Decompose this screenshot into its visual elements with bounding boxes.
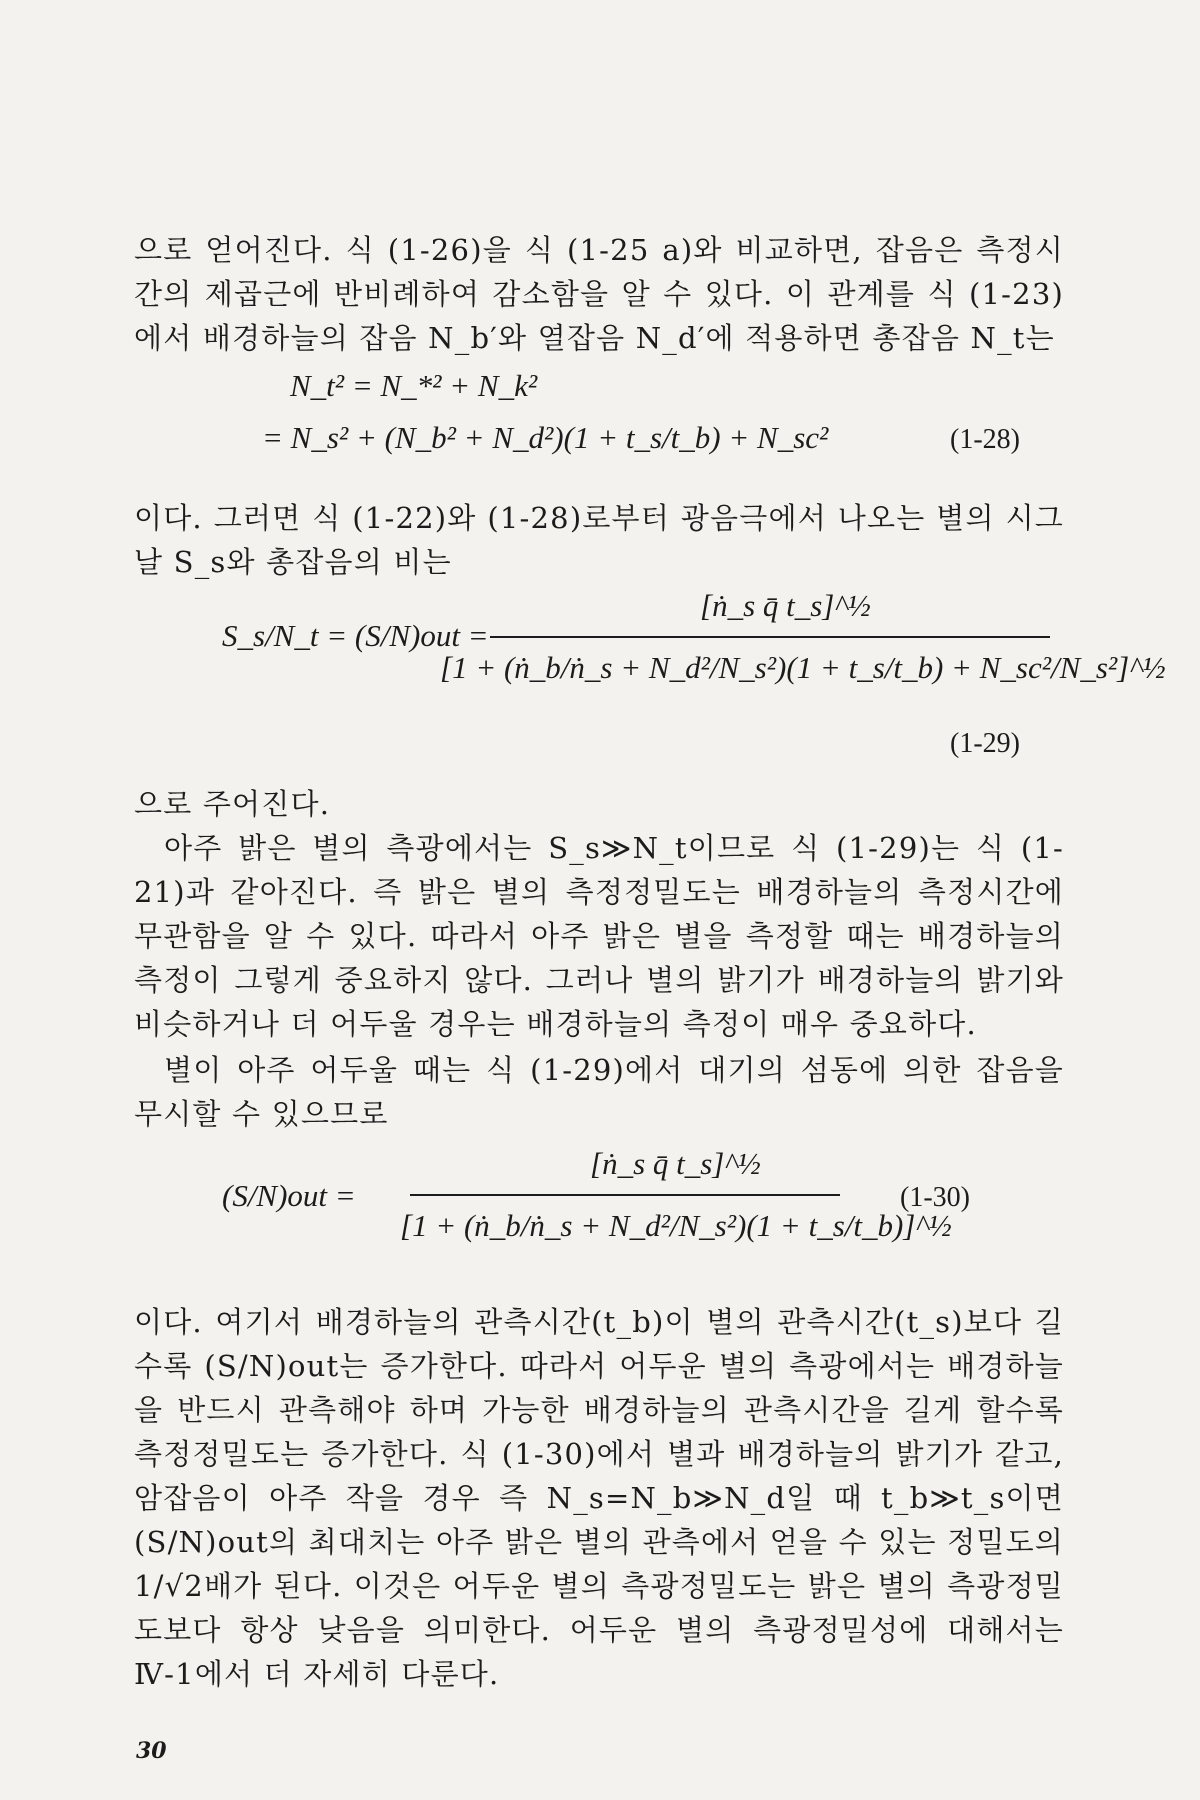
- paragraph-1-text: 으로 얻어진다. 식 (1-26)을 식 (1-25 a)와 비교하면, 잡음은 측정시간의 제곱근에 반비례하여 감소함을 알 수 있다. 이 관계를 식 (1-23)에서 배경하늘의 잡음 N_b′와 열잡음 N_d′에 적용하면 총잡음 N_t는: [134, 233, 1064, 355]
- equation-1-29-lhs: S_s/N_t = (S/N)out =: [222, 618, 489, 653]
- paragraph-4-text: 아주 밝은 별의 측광에서는 S_s≫N_t이므로 식 (1-29)는 식 (1-21)과 같아진다. 즉 밝은 별의 측정정밀도는 배경하늘의 측정시간에 무관함을 알 수 있다. 따라서 아주 밝은 별을 측정할 때는 배경하늘의 측정이 그렇게 중요하지 않다. 그러나 별의 밝기가 배경하늘의 밝기와 비슷하거나 더 어두울 경우는 배경하늘의 측정이 매우 중요하다.: [134, 831, 1064, 1041]
- paragraph-6-text: 이다. 여기서 배경하늘의 관측시간(t_b)이 별의 관측시간(t_s)보다 길수록 (S/N)out는 증가한다. 따라서 어두운 별의 측광에서는 배경하늘을 반드시 관측해야 하며 가능한 배경하늘의 관측시간을 길게 할수록 측정정밀도는 증가한다. 식 (1-30)에서 별과 배경하늘의 밝기가 같고, 암잡음이 아주 작을 경우 즉 N_s=N_b≫N_d일 때 t_b≫t_s이면 (S/N)out의 최대치는 아주 밝은 별의 관측에서 얻을 수 있는 정밀도의 1/√2배가 된다. 이것은 어두운 별의 측광정밀도는 밝은 별의 측광정밀도보다 항상 낮음을 의미한다. 어두운 별의 측광정밀성에 대해서는 Ⅳ-1에서 더 자세히 다룬다.: [134, 1305, 1064, 1691]
- equation-number-1-28: (1-28): [950, 424, 1020, 455]
- paragraph-3-text: 으로 주어진다.: [134, 787, 331, 821]
- paragraph-1: [134, 228, 1064, 360]
- equation-1-28-line-2: = N_s² + (N_b² + N_d²)(1 + t_s/t_b) + N_sc²: [262, 420, 829, 455]
- paragraph-2-text: 이다. 그러면 식 (1-22)와 (1-28)로부터 광음극에서 나오는 별의 시그날 S_s와 총잡음의 비는: [134, 501, 1064, 579]
- equation-1-29-fraction-bar: [490, 636, 1050, 638]
- equation-number-1-30: (1-30): [900, 1182, 970, 1213]
- page-number: 30: [136, 1738, 167, 1764]
- paragraph-2: [134, 496, 1064, 584]
- paragraph-4: [134, 826, 1064, 1046]
- equation-1-28-line-1: N_t² = N_*² + N_k²: [290, 368, 538, 403]
- paragraph-5-text: 별이 아주 어두울 때는 식 (1-29)에서 대기의 섬동에 의한 잡음을 무시할 수 있으므로: [134, 1053, 1064, 1131]
- equation-1-30-denominator: [1 + (ṅ_b/ṅ_s + N_d²/N_s²)(1 + t_s/t_b)]^½: [400, 1208, 952, 1243]
- paragraph-5: [134, 1048, 1064, 1136]
- equation-number-1-29: (1-29): [950, 728, 1020, 759]
- paragraph-3: [134, 782, 1064, 826]
- equation-1-30-lhs: (S/N)out =: [222, 1178, 356, 1213]
- equation-1-30-fraction-bar: [410, 1194, 840, 1196]
- paragraph-6: [134, 1300, 1064, 1696]
- equation-1-29-numerator: [ṅ_s q̄ t_s]^½: [700, 588, 871, 623]
- equation-1-29-denominator: [1 + (ṅ_b/ṅ_s + N_d²/N_s²)(1 + t_s/t_b) + N_sc²/N_s²]^½: [440, 650, 1166, 685]
- equation-1-30-numerator: [ṅ_s q̄ t_s]^½: [590, 1146, 761, 1181]
